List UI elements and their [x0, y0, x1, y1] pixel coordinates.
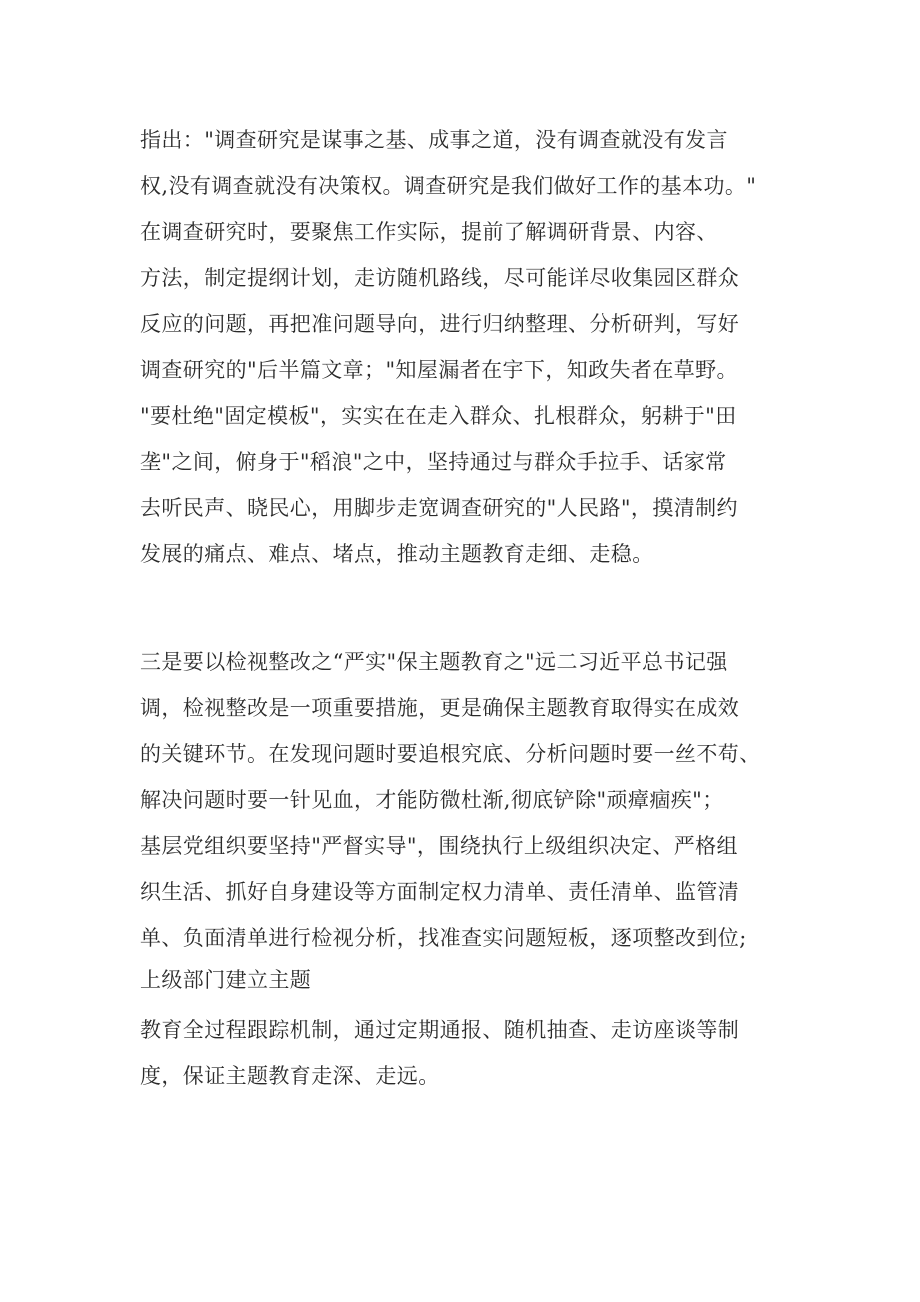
text-line: 解决问题时要一针见血，才能防微杜渐,彻底铲除"顽瘴痼疾"； [140, 788, 724, 812]
text-line: "要杜绝"固定模板"，实实在在走入群众、扎根群众，躬耕于"田 [140, 404, 737, 428]
text-line: 在调查研究时，要聚焦工作实际，提前了解调研背景、内容、 [140, 220, 718, 244]
text-line: 调，检视整改是一项重要措施，更是确保主题教育取得实在成效 [140, 696, 740, 720]
text-line: 反应的问题，再把准问题导向，进行归纳整理、分析研判，写好 [140, 312, 740, 336]
text-line: 的关键环节。在发现问题时要追根究底、分析问题时要一丝不苟、 [140, 742, 761, 766]
text-line: 基层党组织要坚持"严督实导"，围绕执行上级组织决定、严格组 [140, 834, 738, 858]
text-line: 单、负面清单进行检视分析，找准查实问题短板，逐项整改到位; [140, 926, 747, 950]
text-line: 权,没有调查就没有决策权。调查研究是我们做好工作的基本功。" [140, 174, 757, 198]
text-line: 度，保证主题教育走深、走远。 [140, 1064, 440, 1088]
text-line: 方法，制定提纲计划，走访随机路线，尽可能详尽收集园区群众 [140, 266, 740, 290]
text-line: 织生活、抓好自身建设等方面制定权力清单、责任清单、监管清 [140, 880, 740, 904]
text-line: 去听民声、晓民心，用脚步走宽调查研究的"人民路"，摸清制约 [140, 496, 738, 520]
text-line: 指出："调查研究是谋事之基、成事之道，没有调查就没有发言 [140, 128, 728, 152]
text-line: 发展的痛点、难点、堵点，推动主题教育走细、走稳。 [140, 542, 654, 566]
text-line: 教育全过程跟踪机制，通过定期通报、随机抽查、走访座谈等制 [140, 1018, 740, 1042]
text-line: 三是要以检视整改之“严实"保主题教育之"远二习近平总书记强 [140, 650, 728, 674]
text-line: 上级部门建立主题 [140, 968, 312, 992]
text-line: 调查研究的"后半篇文章；"知屋漏者在宇下，知政失者在草野。 [140, 358, 738, 382]
text-line: 垄"之间，俯身于"稻浪"之中，坚持通过与群众手拉手、话家常 [140, 450, 727, 474]
